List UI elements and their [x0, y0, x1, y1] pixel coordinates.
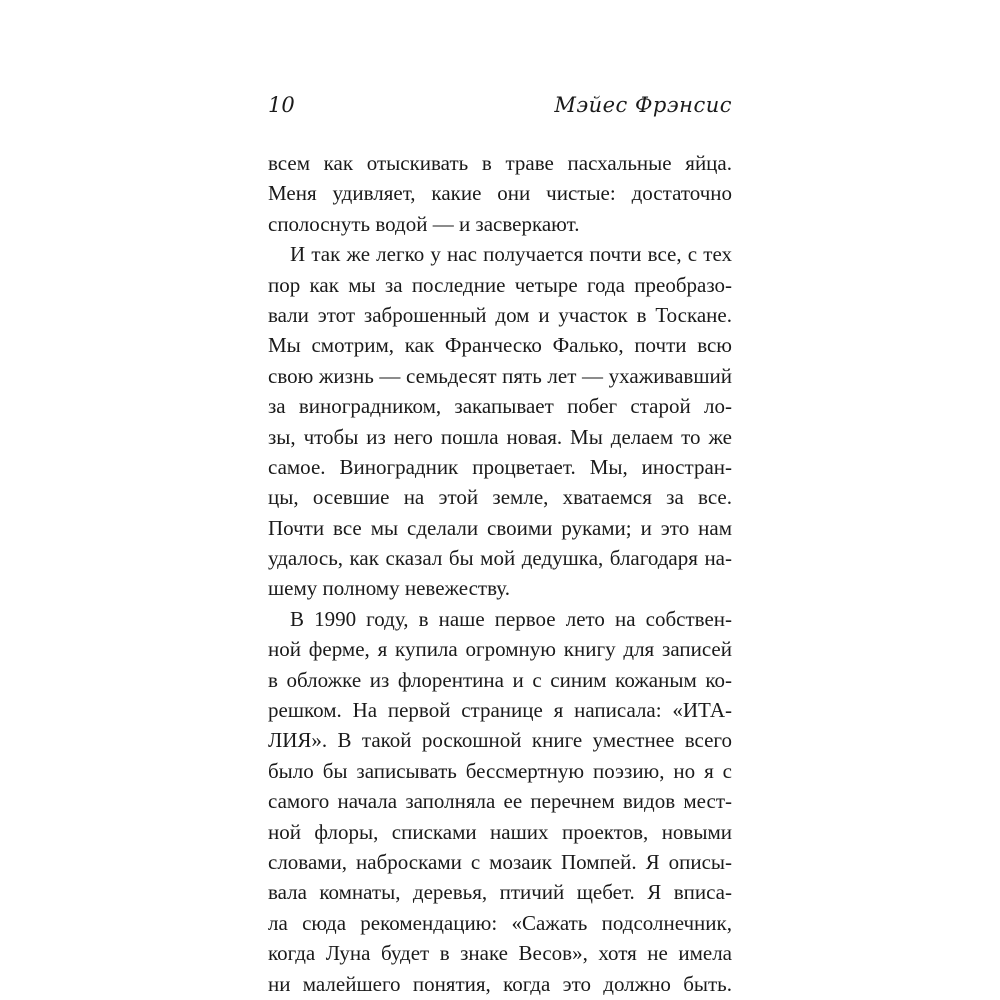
text-line: сполоснуть водой — и засверкают.: [268, 211, 580, 236]
text-line: ла сюда рекомендацию: «Сажать подсолнечник,: [268, 910, 732, 935]
text-line: Меня удивляет, какие они чистые: достаточно: [268, 181, 732, 206]
text-line: решком. На первой странице я написала: «ИТА-: [268, 698, 732, 723]
text-line: словами, набросками с мозаик Помпей. Я описы-: [268, 849, 732, 874]
page-header: [268, 93, 732, 127]
text-line: шему полному невежеству.: [268, 576, 510, 601]
text-line: вала комнаты, деревья, птичий щебет. Я вписа-: [268, 880, 732, 905]
text-line: удалось, как сказал бы мой дедушка, благодаря на-: [268, 546, 732, 571]
text-line: И так же легко у нас получается почти все, с тех: [290, 242, 732, 267]
text-line: за виноградником, закапывает побег старой ло-: [268, 394, 732, 419]
text-line: всем как отыскивать в траве пасхальные яйца.: [268, 151, 732, 175]
text-line: вали этот заброшенный дом и участок в Тоскане.: [268, 302, 732, 327]
text-line: в обложке из флорентина и с синим кожаным ко-: [268, 667, 732, 692]
text-line: пор как мы за последние четыре года преобразо-: [268, 272, 732, 297]
text-line: самого начала заполняла ее перечнем видов мест-: [268, 789, 732, 814]
text-line: самое. Виноградник процветает. Мы, иностран-: [268, 454, 732, 479]
text-line: ной флоры, списками наших проектов, новыми: [268, 819, 732, 844]
body-text: [268, 148, 732, 999]
text-line: Почти все мы сделали своими руками; и это нам: [268, 515, 732, 540]
running-head-author: Мэйес Фрэнсис: [554, 93, 732, 117]
text-line: ни малейшего понятия, когда это должно быть.: [268, 971, 732, 996]
text-line: Мы смотрим, как Франческо Фалько, почти всю: [268, 333, 732, 358]
page-number: 10: [268, 93, 295, 117]
text-line: ной ферме, я купила огромную книгу для записей: [268, 637, 732, 662]
text-line: В 1990 году, в наше первое лето на собствен-: [290, 606, 732, 631]
text-line: свою жизнь — семьдесят пять лет — ухаживавший: [268, 363, 732, 388]
text-line: зы, чтобы из него пошла новая. Мы делаем то же: [268, 424, 732, 449]
text-line: цы, осевшие на этой земле, хватаемся за все.: [268, 485, 732, 510]
text-line: было бы записывать бессмертную поэзию, но я с: [268, 758, 732, 783]
text-line: когда Луна будет в знаке Весов», хотя не имела: [268, 941, 732, 966]
text-line: ЛИЯ». В такой роскошной книге уместнее всего: [268, 728, 732, 753]
